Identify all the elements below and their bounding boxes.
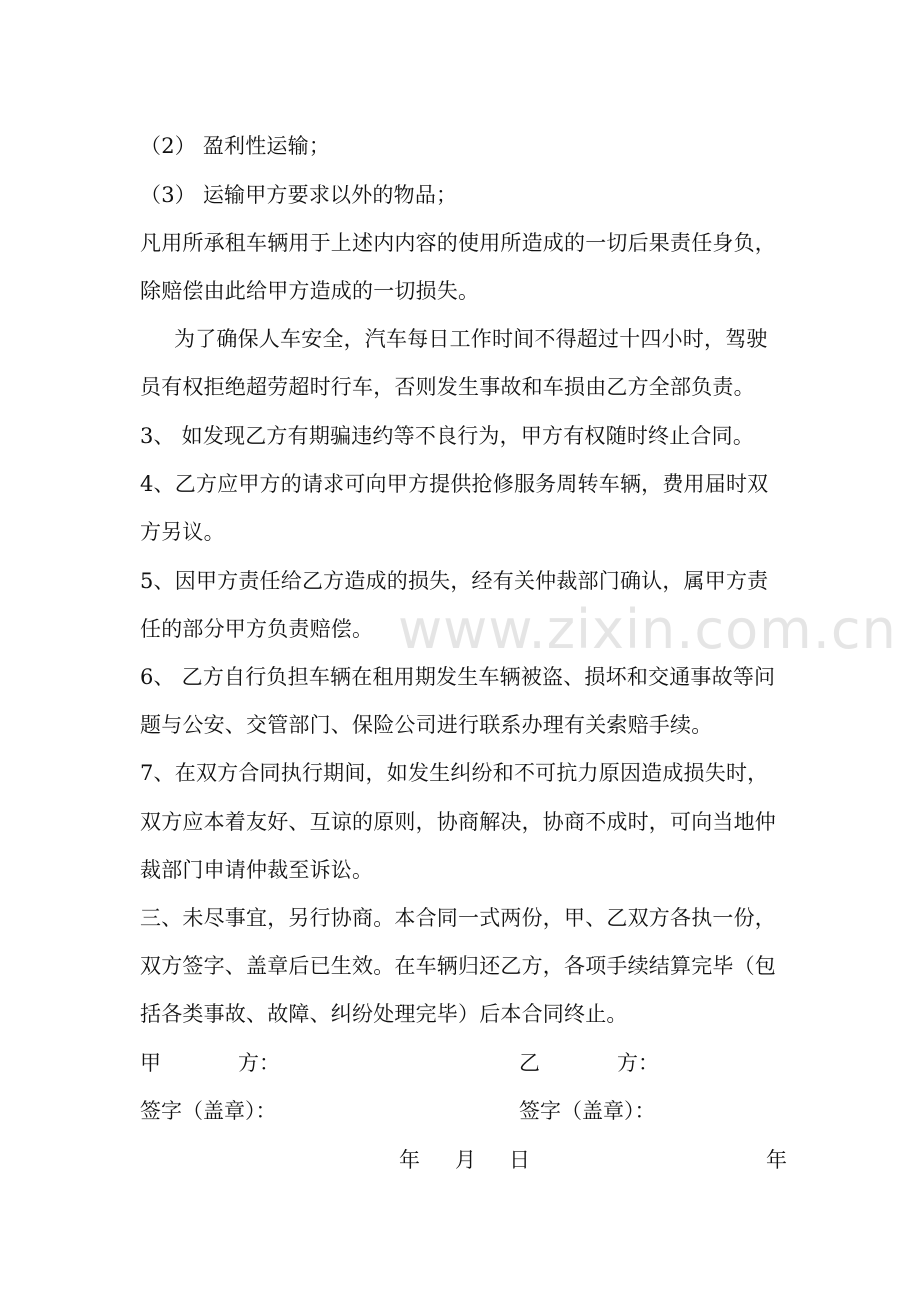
watermark: www.zixin.com.cn <box>398 598 897 661</box>
clause-line: 三、未尽事宜，另行协商。本合同一式两份，甲、乙双方各执一份， <box>140 906 776 930</box>
clause-line: 7、在双方合同执行期间，如发生纠纷和不可抗力原因造成损失时， <box>140 761 769 785</box>
party-b-sign-label: 签字（盖章）： <box>519 1099 656 1123</box>
clause-line: 凡用所承租车辆用于上述内内容的使用所造成的一切后果责任身负， <box>140 231 776 255</box>
clause-line: 6、 乙方自行负担车辆在租用期发生车辆被盗、损坏和交通事故等问 <box>140 665 776 689</box>
party-a-sign-label: 签字（盖章）： <box>140 1099 277 1123</box>
clause-line: 除赔偿由此给甲方造成的一切损失。 <box>140 279 480 303</box>
party-a-label-char1: 甲 <box>140 1051 161 1075</box>
clause-line: （2） 盈利性运输； <box>140 134 331 158</box>
clause-line: （3） 运输甲方要求以外的物品； <box>140 183 458 207</box>
party-a-label-char2: 方： <box>238 1051 280 1075</box>
clause-line: 题与公安、交管部门、保险公司进行联系办理有关索赔手续。 <box>140 713 713 737</box>
party-b-label-char1: 乙 <box>519 1051 540 1075</box>
clause-line: 任的部分甲方负责赔偿。 <box>140 617 374 641</box>
date-year-right-label: 年 <box>766 1148 787 1172</box>
clause-line: 方另议。 <box>140 520 225 544</box>
clause-line: 4、乙方应甲方的请求可向甲方提供抢修服务周转车辆，费用届时双 <box>140 472 769 496</box>
date-day-label: 日 <box>509 1148 530 1172</box>
clause-line: 3、 如发现乙方有期骗违约等不良行为，甲方有权随时终止合同。 <box>140 424 755 448</box>
clause-line: 双方应本着友好、互谅的原则，协商解决，协商不成时，可向当地仲 <box>140 810 776 834</box>
clause-line: 双方签字、盖章后已生效。在车辆归还乙方，各项手续结算完毕（包 <box>140 954 776 978</box>
date-month-label: 月 <box>455 1148 476 1172</box>
date-year-label: 年 <box>399 1148 420 1172</box>
party-b-label-char2: 方： <box>617 1051 659 1075</box>
clause-line: 括各类事故、故障、纠纷处理完毕）后本合同终止。 <box>140 1002 628 1026</box>
clause-line: 5、因甲方责任给乙方造成的损失，经有关仲裁部门确认，属甲方责 <box>140 569 769 593</box>
clause-line: 裁部门申请仲裁至诉讼。 <box>140 858 374 882</box>
clause-line: 员有权拒绝超劳超时行车，否则发生事故和车损由乙方全部负责。 <box>140 375 755 399</box>
clause-line: 为了确保人车安全，汽车每日工作时间不得超过十四小时，驾驶 <box>174 327 768 351</box>
